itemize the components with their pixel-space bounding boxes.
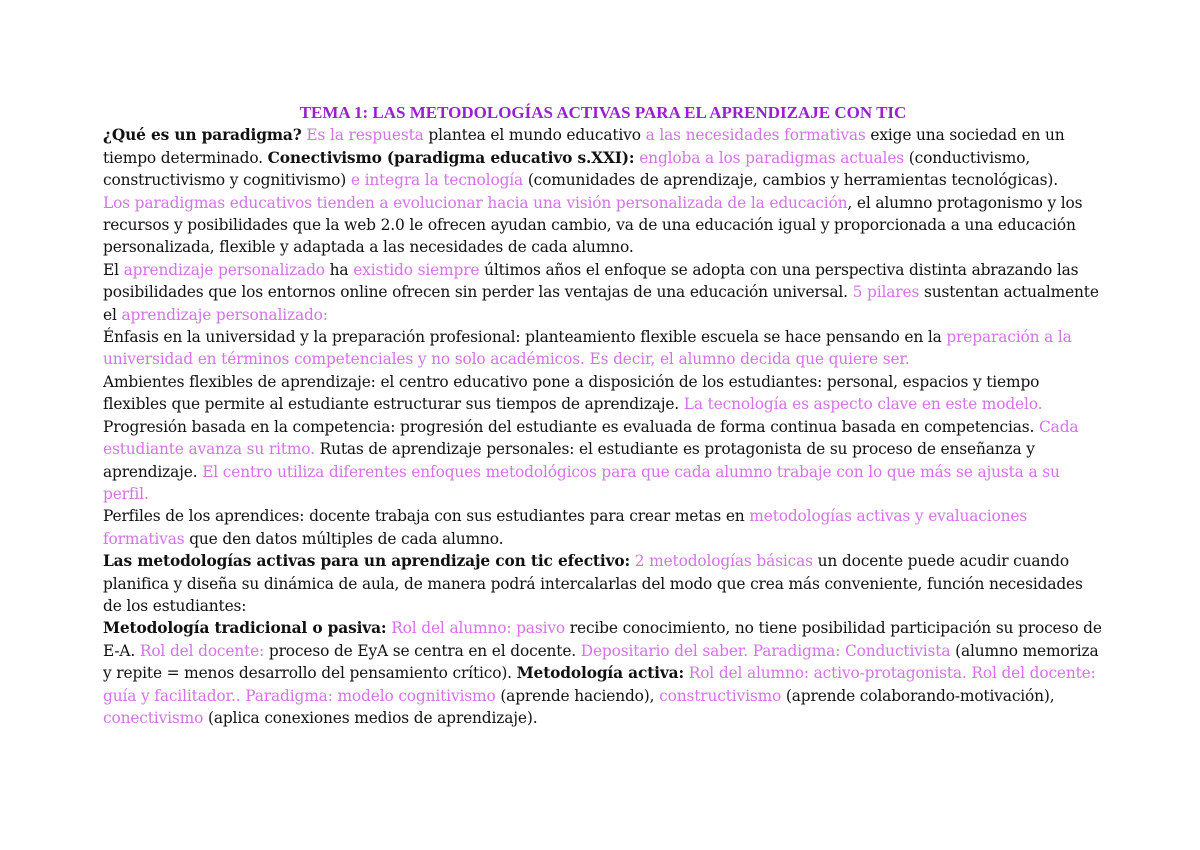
bold-text: Conectivismo (paradigma educativo s.XXI):: [267, 148, 635, 167]
text-run: (aprende colaborando-motivación),: [781, 686, 1055, 705]
text-run: sustentan actualmente el: [103, 283, 1099, 324]
text-run: un docente puede acudir cuando planifica y diseña su dinámica de aula, de manera podrá intercalarlas del modo que crea más conveniente, función necesidades de los estudiantes:: [103, 552, 1083, 615]
text-run: (aplica conexiones medios de aprendizaje).: [203, 708, 538, 727]
paragraph: [103, 192, 1103, 259]
bold-text: ¿Qué es un paradigma?: [103, 126, 302, 145]
highlight-text: metodologías activas y evaluaciones formativas: [103, 507, 1028, 548]
highlight-text: aprendizaje personalizado:: [121, 305, 328, 324]
text-run: proceso de EyA se centra en el docente.: [264, 641, 581, 660]
paragraph-container: [103, 124, 1103, 729]
text-run: (aprende haciendo),: [495, 686, 660, 705]
text-run: Énfasis en la universidad y la preparación profesional: planteamiento flexible escuela se hace pensando en la: [103, 328, 947, 347]
highlight-text: Los paradigmas educativos tienden a evolucionar hacia una visión personalizada de la educación: [103, 193, 848, 212]
highlight-text: Rol del docente:: [139, 641, 265, 660]
highlight-text: 2 metodologías básicas: [634, 552, 813, 571]
bold-text: Metodología tradicional o pasiva:: [103, 619, 387, 638]
text-run: (conductivismo, constructivismo y cognitivismo): [103, 148, 1031, 190]
highlight-text: e integra la tecnología: [350, 171, 524, 190]
paragraph: [103, 124, 1103, 191]
highlight-text: aprendizaje personalizado: [123, 260, 325, 279]
text-run: plantea el mundo educativo: [423, 126, 646, 145]
highlight-text: preparación a la universidad en términos competenciales y no solo académicos. Es decir, el alumno decida que quiere ser.: [103, 328, 1072, 369]
highlight-text: conectivismo: [103, 708, 204, 727]
highlight-text: constructivismo: [659, 686, 782, 705]
text-run: (alumno memoriza y repite = menos desarrollo del pensamiento crítico).: [103, 641, 1099, 683]
text-run: Rutas de aprendizaje personales: el estudiante es protagonista de su proceso de enseñanza y aprendizaje.: [103, 440, 1035, 481]
paragraph: [103, 259, 1103, 326]
text-run: ha: [324, 260, 354, 279]
paragraph: [103, 371, 1103, 416]
paragraph: [103, 505, 1103, 550]
text-run: Ambientes flexibles de aprendizaje: el centro educativo pone a disposición de los estudiantes: personal, espacios y tiempo flexibles que permite al estudiante estructurar sus tiempos de aprendizaje.: [103, 372, 1040, 414]
text-run: , el alumno protagonismo y los recursos y posibilidades que la web 2.0 le ofrecen ayudan cambio, va de una educación igual y proporcionada a una educación personalizada, flexible y adaptada a las necesidades de cada alumno.: [103, 193, 1083, 257]
highlight-text: Rol del alumno: pasivo: [391, 619, 566, 638]
paragraph: [103, 416, 1103, 506]
highlight-text: Es la respuesta: [306, 126, 424, 145]
paragraph: [103, 617, 1103, 729]
highlight-text: Depositario del saber. Paradigma: Conductivista: [580, 641, 951, 660]
page-title: TEMA 1: LAS METODOLOGÍAS ACTIVAS PARA EL APRENDIZAJE CON TIC: [299, 103, 907, 122]
bold-text: Las metodologías activas para un aprendizaje con tic efectivo:: [103, 552, 631, 571]
highlight-text: a las necesidades formativas: [645, 126, 866, 145]
document-body: [103, 102, 1103, 729]
text-run: que den datos múltiples de cada alumno.: [184, 529, 504, 548]
highlight-text: Cada estudiante avanza su ritmo.: [103, 417, 1079, 459]
highlight-text: 5 pilares: [852, 283, 920, 302]
highlight-text: La tecnología es aspecto clave en este modelo.: [683, 395, 1043, 414]
text-run: Progresión basada en la competencia: progresión del estudiante es evaluada de forma continua basada en competencias.: [103, 417, 1040, 436]
text-run: (comunidades de aprendizaje, cambios y herramientas tecnológicas).: [523, 171, 1058, 190]
text-run: exige una sociedad en un tiempo determinado.: [103, 126, 1065, 167]
text-run: recibe conocimiento, no tiene posibilidad participación su proceso de E-A.: [103, 619, 1102, 660]
highlight-text: El centro utiliza diferentes enfoques metodológicos para que cada alumno trabaje con lo que más se ajusta a su perfil.: [103, 462, 1060, 503]
text-run: Perfiles de los aprendices: docente trabaja con sus estudiantes para crear metas en: [103, 507, 750, 526]
paragraph: [103, 326, 1103, 371]
text-run: últimos años el enfoque se adopta con una perspectiva distinta abrazando las posibilidades que los entornos online ofrecen sin perder las ventajas de una educación universal.: [103, 260, 1079, 302]
highlight-text: Rol del alumno: activo-protagonista. Rol del docente: guía y facilitador.. Paradigma: modelo cognitivismo: [103, 664, 1096, 705]
highlight-text: engloba a los paradigmas actuales: [639, 148, 905, 167]
bold-text: Metodología activa:: [516, 664, 684, 683]
text-run: El: [103, 260, 124, 279]
highlight-text: existido siempre: [353, 260, 480, 279]
paragraph: [103, 550, 1103, 617]
